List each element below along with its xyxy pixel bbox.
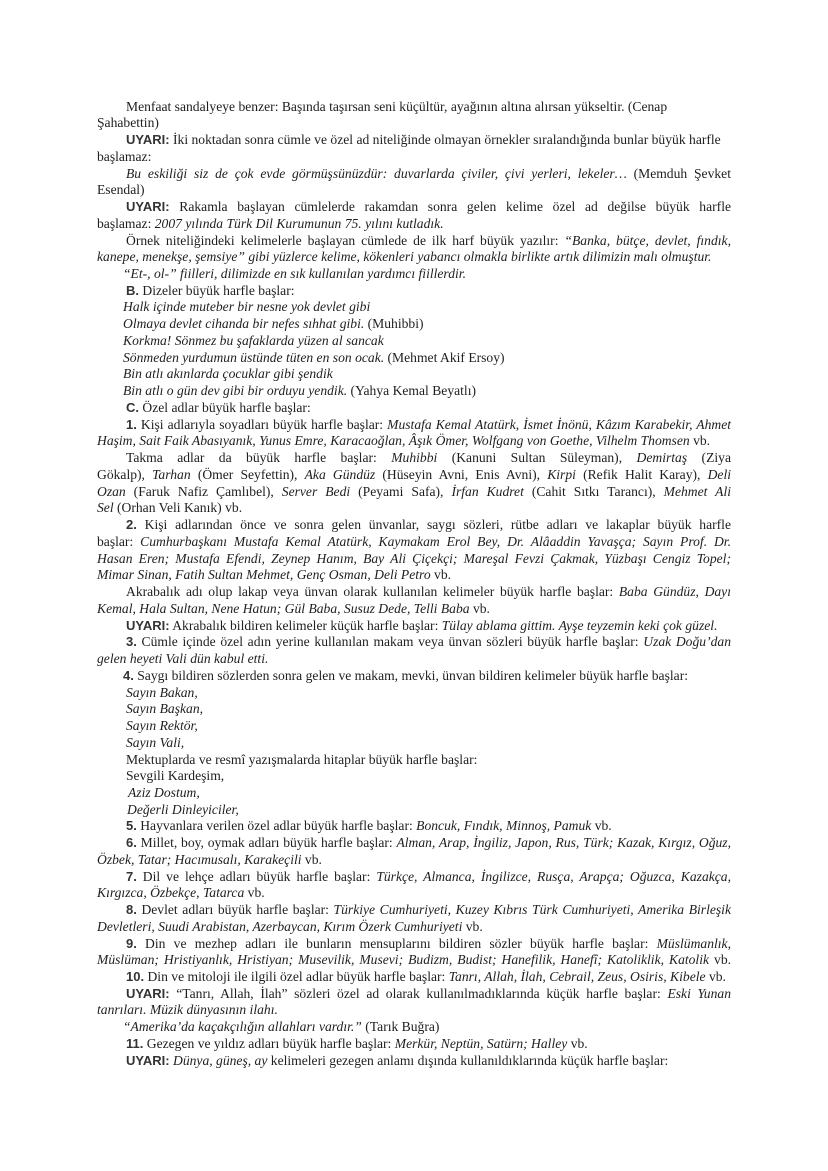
- text-line: Şahabettin): [97, 115, 159, 130]
- example-line: Sevgili Kardeşim,: [126, 768, 225, 783]
- text-line: Örnek niteliğindeki kelimelerle başlayan cümlede de ilk harf büyük yazılır: “Banka, bütçe, devlet, fındık,: [126, 233, 731, 248]
- text-line: Sel (Orhan Veli Kanık) vb.: [97, 500, 243, 515]
- text-line: Gökalp), Tarhan (Ömer Seyfettin), Aka Gündüz (Hüseyin Avni, Enis Avni), Kirpi (Refik Halit Karay), Deli: [97, 467, 732, 482]
- section-heading: B. Dizeler büyük harfle başlar:: [126, 283, 295, 298]
- example-line: Bu eskiliği siz de çok evde görmüşsünüzdür: duvarlarda çiviler, çivi yerleri, lekeler… (Memduh Şevket: [126, 166, 731, 181]
- rule-line: 10. Din ve mitoloji ile ilgili özel adlar büyük harfle başlar: Tanrı, Allah, İlah, Cebrail, Zeus, Osiris, Kibele vb.: [126, 969, 726, 984]
- rule-line: 2. Kişi adlarından önce ve sonra gelen ünvanlar, saygı sözleri, rütbe adları ve lakaplar büyük harfle: [126, 517, 731, 532]
- example-line: Sayın Vali,: [126, 735, 185, 750]
- text-line: Mektuplarda ve resmî yazışmalarda hitaplar büyük harfle başlar:: [126, 752, 478, 767]
- rule-line: 7. Dil ve lehçe adları büyük harfle başlar: Türkçe, Almanca, İngilizce, Rusça, Arapça; Oğuzca, Kazakça,: [126, 869, 732, 884]
- example-line: “Et-, ol-” fiilleri, dilimizde en sık kullanılan yardımcı fiillerdir.: [123, 266, 466, 281]
- example-line: Mimar Sinan, Fatih Sultan Mehmet, Genç Osman, Deli Petro vb.: [97, 567, 452, 582]
- example-line: Haşim, Sait Faik Abasıyanık, Yunus Emre, Karacaoğlan, Âşık Ömer, Wolfgang von Goethe, Vilhelm Thomsen vb.: [97, 433, 711, 448]
- section-heading: C. Özel adlar büyük harfle başlar:: [126, 400, 311, 415]
- example-line: tanrıları. Müzik dünyasının ilahı.: [97, 1002, 278, 1017]
- poem-line: Sönmeden yurdumun üstünde tüten en son ocak. (Mehmet Akif Ersoy): [123, 350, 505, 365]
- text-line: başlamaz: 2007 yılında Türk Dil Kurumunun 75. yılını kutladık.: [97, 216, 444, 231]
- warning-line: UYARI: İki noktadan sonra cümle ve özel ad niteliğinde olmayan örnekler sıralandığında bunlar büyük harfle: [126, 132, 721, 147]
- example-line: Kemal, Hala Sultan, Nene Hatun; Gül Baba, Susuz Dede, Telli Baba vb.: [97, 601, 490, 616]
- poem-line: Bin atlı akınlarda çocuklar gibi şendik: [123, 366, 333, 381]
- rule-line: 11. Gezegen ve yıldız adları büyük harfle başlar: Merkür, Neptün, Satürn; Halley vb.: [126, 1036, 588, 1051]
- example-line: Özbek, Tatar; Hacımusalı, Karakeçili vb.: [97, 852, 322, 867]
- poem-line: Bin atlı o gün dev gibi bir orduyu yendik. (Yahya Kemal Beyatlı): [123, 383, 477, 398]
- warning-line: UYARI: Dünya, güneş, ay kelimeleri gezegen anlamı dışında kullanıldıklarında küçük harfle başlar:: [126, 1053, 669, 1068]
- example-line: Kırgızca, Özbekçe, Tatarca vb.: [97, 885, 265, 900]
- example-line: Devletleri, Suudi Arabistan, Azerbaycan, Kırım Özerk Cumhuriyeti vb.: [97, 919, 483, 934]
- text-line: Akrabalık adı olup lakap veya ünvan olarak kullanılan kelimeler büyük harfle başlar: Baba Gündüz, Dayı: [126, 584, 731, 599]
- poem-line: Olmaya devlet cihanda bir nefes sıhhat gibi. (Muhibbi): [123, 316, 424, 331]
- example-line: Sayın Bakan,: [126, 685, 198, 700]
- warning-line: UYARI: Rakamla başlayan cümlelerde rakamdan sonra gelen kelime özel ad değilse büyük harfle: [126, 199, 731, 214]
- example-line: Değerli Dinleyiciler,: [127, 802, 239, 817]
- text-line: Esendal): [97, 182, 145, 197]
- text-line: Menfaat sandalyeye benzer: Başında taşırsan seni küçültür, ayağının altına alırsan yükseltir. (Cenap: [126, 99, 668, 114]
- text-line: başlamaz:: [97, 149, 152, 164]
- warning-line: UYARI: “Tanrı, Allah, İlah” sözleri özel ad olarak kullanılmadıklarında küçük harfle başlar: Eski Yunan: [126, 986, 731, 1001]
- rule-line: 3. Cümle içinde özel adın yerine kullanılan makam veya ünvan sözleri büyük harfle başlar: Uzak Doğu’dan: [126, 634, 731, 649]
- example-line: başlar: Cumhurbaşkanı Mustafa Kemal Atatürk, Kaymakam Erol Bey, Dr. Alâaddin Yavaşça; Sayın Prof. Dr.: [97, 534, 731, 549]
- example-line: Sayın Başkan,: [126, 701, 204, 716]
- rule-line: 4. Saygı bildiren sözlerden sonra gelen ve makam, mevki, ünvan bildiren kelimeler büyük harfle başlar:: [123, 668, 688, 683]
- example-line: Sayın Rektör,: [126, 718, 198, 733]
- rule-line: 1. Kişi adlarıyla soyadları büyük harfle başlar: Mustafa Kemal Atatürk, İsmet İnönü, Kâzım Karabekir, Ahmet: [126, 417, 732, 432]
- text-line: Takma adlar da büyük harfle başlar: Muhibbi (Kanuni Sultan Süleyman), Demirtaş (Ziya: [126, 450, 731, 465]
- rule-line: 6. Millet, boy, oymak adları büyük harfle başlar: Alman, Arap, İngiliz, Japon, Rus, Türk; Kazak, Kırgız, Oğuz,: [126, 835, 731, 850]
- example-line: Müslüman; Hristiyanlık, Hristiyan; Musevilik, Musevi; Budizm, Budist; Hanefilik, Hanefî; Katoliklik, Katolik vb.: [97, 952, 732, 967]
- poem-line: Korkma! Sönmez bu şafaklarda yüzen al sancak: [123, 333, 384, 348]
- rule-line: 8. Devlet adları büyük harfle başlar: Türkiye Cumhuriyeti, Kuzey Kıbrıs Türk Cumhuriyeti, Amerika Birleşik: [126, 902, 731, 917]
- quote-line: “Amerika’da kaçakçılığın allahları vardır.” (Tarık Buğra): [123, 1019, 440, 1034]
- example-line: Aziz Dostum,: [128, 785, 200, 800]
- warning-line: UYARI: Akrabalık bildiren kelimeler küçük harfle başlar: Tülay ablama gittim. Ayşe teyzemin keki çok güzel.: [126, 618, 718, 633]
- text-line: Ozan (Faruk Nafiz Çamlıbel), Server Bedi (Peyami Safa), İrfan Kudret (Cahit Sıtkı Tarancı), Mehmet Ali: [97, 484, 732, 499]
- example-line: Hasan Eren; Mustafa Efendi, Zeynep Hanım, Bay Ali Çiçekçi; Mareşal Fevzi Çakmak, Yüzbaşı Cengiz Topel;: [97, 551, 731, 566]
- example-line: gelen heyeti Vali dün kabul etti.: [97, 651, 269, 666]
- example-line: kanepe, menekşe, şemsiye” gibi yüzlerce kelime, kökenleri yabancı olmakla birlikte artık dilimizin malı olmuştur.: [97, 249, 712, 264]
- rule-line: 5. Hayvanlara verilen özel adlar büyük harfle başlar: Boncuk, Fındık, Minnoş, Pamuk vb.: [126, 818, 612, 833]
- rule-line: 9. Din ve mezhep adları ile bunların mensuplarını bildiren sözler büyük harfle başlar: Müslümanlık,: [126, 936, 731, 951]
- poem-line: Halk içinde muteber bir nesne yok devlet gibi: [123, 299, 371, 314]
